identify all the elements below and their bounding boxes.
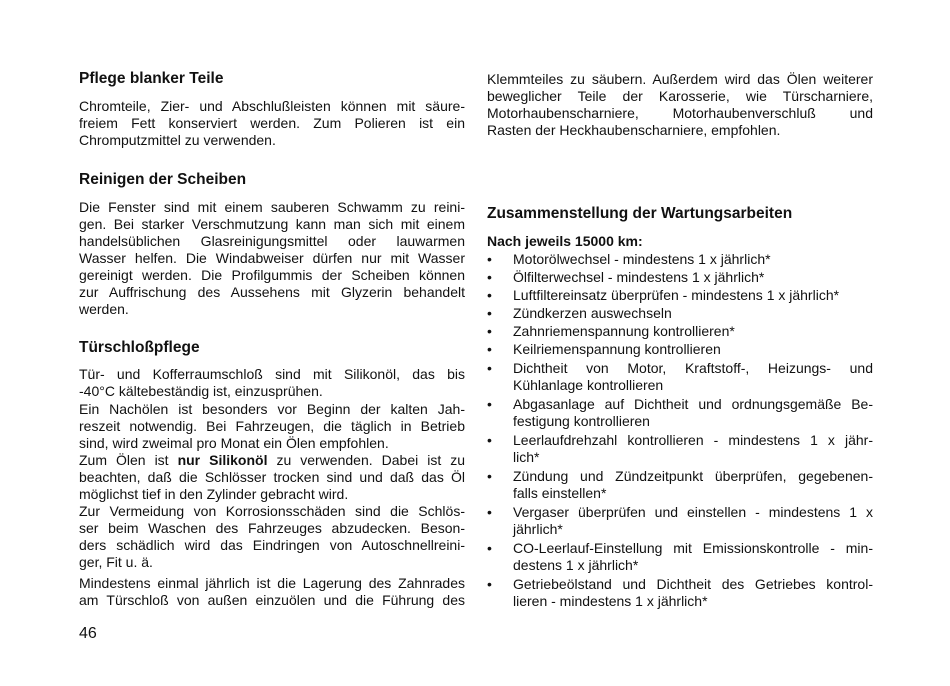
text-line: beweglicher Teile der Karosserie, wie Türscharniere,	[487, 88, 873, 104]
text-fragment: zu verwenden. Dabei ist zu	[267, 452, 465, 468]
list-item: Motorölwechsel - mindestens 1 x jährlich*	[513, 251, 771, 267]
text-line: gereinigt werden. Die Profilgummis der Scheiben können	[79, 267, 465, 283]
list-item: Leerlaufdrehzahl kontrollieren - mindestens 1 x jähr-	[513, 432, 873, 448]
text-line: Chromteile, Zier- und Abschlußleisten können mit säure-	[79, 98, 465, 114]
text-line: Motorhaubenscharniere, Motorhaubenverschluß und	[487, 105, 873, 121]
text-line: ser beim Waschen des Fahrzeuges abzudecken. Beson-	[79, 520, 465, 536]
text-line: reszeit notwendig. Bei Fahrzeugen, die täglich in Betrieb	[79, 418, 465, 434]
text-line: Tür- und Kofferraumschloß sind mit Silikonöl, das bis	[79, 366, 465, 382]
bullet-icon: •	[487, 396, 492, 412]
list-item-continuation: festigung kontrollieren	[513, 413, 650, 429]
list-item-continuation: jährlich*	[513, 521, 563, 537]
list-item: Ölfilterwechsel - mindestens 1 x jährlich*	[513, 269, 765, 285]
bullet-icon: •	[487, 269, 492, 285]
text-line: gen. Bei starker Verschmutzung kann man sich mit einem	[79, 216, 465, 232]
text-line: Zur Vermeidung von Korrosionsschäden sind die Schlös-	[79, 503, 465, 519]
bullet-icon: •	[487, 432, 492, 448]
bold-emphasis: nur Silikonöl	[177, 452, 268, 468]
text-line: Wasser helfen. Die Windabweiser dürfen nur mit Wasser	[79, 250, 465, 266]
list-item: Zündkerzen auswechseln	[513, 305, 672, 321]
list-item: Zahnriemenspannung kontrollieren*	[513, 323, 735, 339]
text-line-with-bold	[79, 452, 465, 469]
text-line: zur Auffrischung des Aussehens mit Glyzerin behandelt	[79, 284, 465, 300]
list-item: Zündung und Zündzeitpunkt überprüfen, gegebenen-	[513, 468, 873, 484]
text-line: Mindestens einmal jährlich ist die Lagerung des Zahnrades	[79, 575, 465, 591]
list-item: CO-Leerlauf-Einstellung mit Emissionskontrolle - min-	[513, 540, 873, 556]
text-line: möglichst tief in den Zylinder gebracht wird.	[79, 486, 349, 502]
list-item: Getriebeölstand und Dichtheit des Getriebes kontrol-	[513, 576, 873, 592]
heading-reinigen-der-scheiben: Reinigen der Scheiben	[79, 171, 247, 188]
bullet-icon: •	[487, 341, 492, 357]
heading-tuerschlosspflege: Türschloßpflege	[79, 339, 200, 356]
text-line: Chromputzmittel zu verwenden.	[79, 132, 276, 148]
text-line: ders schädlich wird das Eindringen von Autoschnellreini-	[79, 537, 465, 553]
text-line: ger, Fit u. ä.	[79, 554, 153, 570]
text-line: beachten, daß die Schlösser trocken sind und daß das Öl	[79, 469, 465, 485]
text-line: Ein Nachölen ist besonders vor Beginn der kalten Jah-	[79, 401, 465, 417]
heading-wartungsarbeiten: Zusammenstellung der Wartungsarbeiten	[487, 205, 793, 222]
list-item: Vergaser überprüfen und einstellen - mindestens 1 x	[513, 504, 873, 520]
bullet-icon: •	[487, 251, 492, 267]
page-number: 46	[79, 625, 97, 642]
bullet-icon: •	[487, 468, 492, 484]
text-line: werden.	[79, 301, 129, 317]
bullet-icon: •	[487, 576, 492, 592]
list-item: Luftfiltereinsatz überprüfen - mindestens 1 x jährlich*	[513, 287, 840, 303]
text-line: Die Fenster sind mit einem sauberen Schwamm zu reini-	[79, 199, 465, 215]
bullet-icon: •	[487, 305, 492, 321]
text-line: handelsüblichen Glasreinigungsmittel oder lauwarmen	[79, 233, 465, 249]
bullet-icon: •	[487, 287, 492, 303]
list-item-continuation: lieren - mindestens 1 x jährlich*	[513, 593, 708, 609]
list-item-continuation: lich*	[513, 449, 540, 465]
bullet-icon: •	[487, 504, 492, 520]
bullet-icon: •	[487, 323, 492, 339]
list-item-continuation: falls einstellen*	[513, 485, 607, 501]
heading-pflege-blanker-teile: Pflege blanker Teile	[79, 70, 224, 87]
list-item: Dichtheit von Motor, Kraftstoff-, Heizungs- und	[513, 360, 873, 376]
bullet-icon: •	[487, 540, 492, 556]
bullet-icon: •	[487, 360, 492, 376]
text-line: sind, wird zweimal pro Monat ein Ölen empfohlen.	[79, 435, 389, 451]
text-line: Rasten der Heckhaubenscharniere, empfohlen.	[487, 122, 781, 138]
subheading-interval: Nach jeweils 15000 km:	[487, 233, 643, 249]
text-line: -40°C kältebeständig ist, einzusprühen.	[79, 383, 323, 399]
text-line: am Türschloß von außen einzuölen und die Führung des	[79, 592, 465, 608]
list-item-continuation: destens 1 x jährlich*	[513, 557, 639, 573]
text-line: Klemmteiles zu säubern. Außerdem wird das Ölen weiterer	[487, 71, 873, 87]
list-item: Abgasanlage auf Dichtheit und ordnungsgemäße Be-	[513, 396, 873, 412]
list-item: Keilriemenspannung kontrollieren	[513, 341, 721, 357]
list-item-continuation: Kühlanlage kontrollieren	[513, 377, 664, 393]
text-line: freiem Fett konserviert werden. Zum Polieren ist ein	[79, 115, 465, 131]
text-fragment: Zum Ölen ist	[79, 452, 178, 468]
